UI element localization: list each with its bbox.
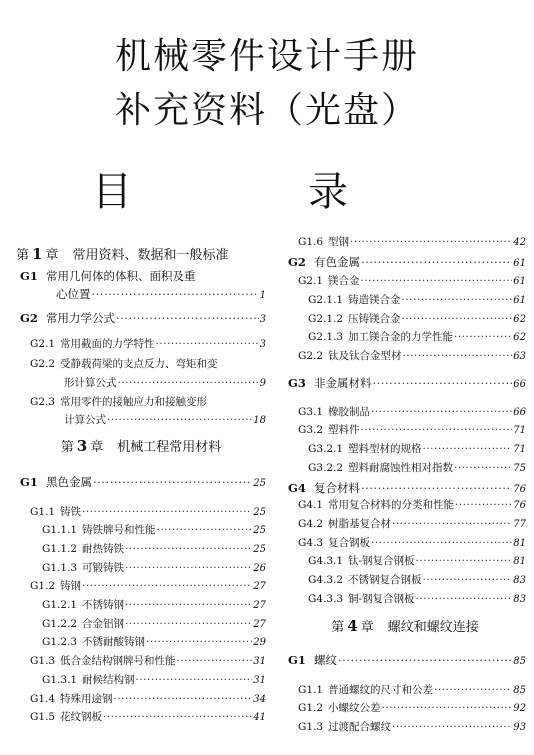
entry-title: 不锈耐酸铸钢	[82, 636, 145, 648]
entry-title: 复合钢板	[328, 537, 370, 549]
entry-title: 铜-钢复合钢板	[348, 593, 415, 605]
page-number: 9	[259, 378, 266, 389]
chapter-number: 1	[32, 245, 43, 263]
entry-number: G1.1.2	[42, 543, 78, 555]
entry-number: G1.2	[298, 702, 324, 714]
page-number: 25	[253, 544, 266, 555]
leader-dots	[371, 406, 512, 418]
entry-number: G4	[288, 481, 306, 495]
page-number: 1	[259, 290, 266, 301]
toc-entry[interactable]	[284, 591, 526, 606]
entry-number: G2.1.1	[308, 294, 344, 306]
entry-number: G3.2.2	[308, 462, 344, 474]
entry-title: 过渡配合螺纹	[328, 721, 391, 733]
leader-dots	[454, 462, 512, 474]
toc-entry[interactable]	[16, 709, 266, 724]
chapter-prefix: 第	[16, 248, 30, 263]
page-number: 85	[513, 656, 526, 667]
toc-entry[interactable]	[16, 522, 266, 537]
entry-number: G4.3	[298, 537, 324, 549]
entry-number: G2	[288, 255, 306, 269]
leader-dots	[338, 653, 512, 667]
toc-entry[interactable]	[284, 375, 526, 391]
toc-entry[interactable]	[16, 375, 266, 390]
page-number: 85	[513, 685, 526, 696]
entry-number: G1.2.1	[42, 599, 78, 611]
toc-entry[interactable]	[16, 504, 266, 519]
chapter-prefix: 第	[60, 440, 74, 455]
toc-entry[interactable]	[16, 268, 266, 284]
leader-dots	[146, 636, 252, 648]
toc-entry[interactable]	[284, 572, 526, 587]
toc-entry[interactable]	[16, 560, 266, 575]
leader-dots	[177, 655, 253, 667]
leader-dots	[416, 593, 513, 605]
leader-dots	[402, 294, 513, 306]
page-number: 75	[513, 463, 526, 474]
toc-entry[interactable]	[284, 719, 526, 734]
entry-number: G4.1	[298, 499, 324, 511]
entry-number: G2.2	[298, 350, 324, 362]
toc-entry[interactable]	[284, 553, 526, 568]
entry-number: G1.6	[298, 236, 324, 248]
toc-entry[interactable]	[284, 273, 526, 288]
toc-heading	[92, 160, 442, 217]
entry-title: 塑料型材的规格	[348, 443, 422, 455]
leader-dots	[416, 555, 513, 567]
leader-dots	[350, 236, 512, 248]
page-number: 34	[253, 694, 266, 705]
entry-number: G1.1	[30, 506, 56, 518]
book-subtitle: 补充资料（光盘）	[114, 90, 419, 131]
page-number: 62	[513, 332, 526, 343]
toc-entry[interactable]	[284, 516, 526, 531]
leader-dots	[454, 331, 512, 343]
leader-dots	[455, 499, 512, 511]
entry-title: 塑料耐腐蚀性相对指数	[348, 462, 453, 474]
leader-dots	[82, 506, 252, 518]
chapter-number: 4	[347, 617, 358, 635]
leader-dots	[423, 443, 513, 455]
entry-number: G1.3	[30, 655, 56, 667]
entry-number: G2.3	[30, 396, 56, 408]
entry-number: G1.5	[30, 711, 56, 723]
entry-number: G1.2.3	[42, 636, 78, 648]
toc-entry[interactable]	[284, 441, 526, 456]
toc-entry[interactable]	[16, 653, 266, 668]
toc-entry[interactable]	[16, 578, 266, 593]
entry-number: G1.2	[30, 580, 56, 592]
entry-title: 特殊用途钢	[60, 693, 113, 705]
page-number: 3	[259, 314, 266, 325]
entry-number: G2.1	[30, 338, 56, 350]
leader-dots	[125, 599, 252, 611]
chapter-prefix: 第	[331, 620, 345, 635]
leader-dots	[92, 287, 259, 301]
entry-number: G1	[20, 475, 38, 489]
entry-title: 螺纹	[314, 653, 337, 667]
toc-entry[interactable]	[284, 404, 526, 419]
entry-title: 常用力学公式	[46, 311, 115, 325]
leader-dots	[403, 350, 513, 362]
toc-entry[interactable]	[284, 292, 526, 307]
page-number: 61	[513, 295, 526, 306]
page-number: 76	[513, 500, 526, 511]
entry-number: G1.3	[298, 721, 324, 733]
entry-number: G2.1.2	[308, 313, 344, 325]
chapter-heading[interactable]	[16, 436, 266, 455]
entry-title: 铸铁牌号和性能	[82, 524, 156, 536]
entry-number: G2.1.3	[308, 331, 344, 343]
entry-title: 压铸镁合金	[348, 313, 401, 325]
toc-heading-char-1: 目	[92, 169, 132, 215]
toc-entry[interactable]	[284, 480, 526, 496]
entry-number: G4.3.1	[308, 555, 344, 567]
entry-title: 铸造镁合金	[348, 294, 401, 306]
toc-entry[interactable]	[16, 597, 266, 612]
entry-title: 复合材料	[314, 481, 360, 495]
page-number: 71	[513, 444, 526, 455]
book-title: 机械零件设计手册	[114, 36, 419, 77]
entry-title: 计算公式	[64, 414, 106, 426]
toc-entry[interactable]	[16, 310, 266, 326]
leader-dots	[125, 562, 252, 574]
toc-entry[interactable]	[284, 311, 526, 326]
leader-dots	[382, 702, 513, 714]
entry-title: 常用复合材料的分类和性能	[328, 499, 454, 511]
chapter-title: 机械工程常用材料	[117, 440, 222, 455]
entry-title: 铸铁	[60, 506, 81, 518]
entry-number: G3.2	[298, 424, 324, 436]
leader-dots	[156, 338, 259, 350]
entry-number: G2	[20, 311, 38, 325]
toc-entry[interactable]	[284, 234, 526, 249]
page-number: 63	[513, 351, 526, 362]
entry-number: G1.1.3	[42, 562, 78, 574]
leader-dots	[371, 537, 512, 549]
entry-number: G1.2.2	[42, 618, 78, 630]
page-number: 61	[513, 276, 526, 287]
leader-dots	[157, 524, 253, 536]
page-number: 25	[253, 507, 266, 518]
entry-number: G4.3.3	[308, 593, 344, 605]
leader-dots	[392, 721, 512, 733]
entry-title: 铸钢	[60, 580, 81, 592]
toc-entry[interactable]	[284, 497, 526, 512]
page-number: 42	[513, 237, 526, 248]
entry-number: G3.1	[298, 406, 324, 418]
page-number: 26	[253, 563, 266, 574]
page-number: 29	[253, 637, 266, 648]
entry-title: 有色金属	[314, 255, 360, 269]
toc-entry[interactable]	[284, 460, 526, 475]
entry-title: 常用截面的力学特性	[60, 338, 155, 350]
page-number: 66	[513, 379, 526, 390]
toc-heading-char-2: 录	[308, 169, 348, 215]
entry-title: 加工镁合金的力学性能	[348, 331, 453, 343]
entry-number: G1.1.1	[42, 524, 78, 536]
page-number: 27	[253, 600, 266, 611]
leader-dots	[114, 693, 253, 705]
entry-title: 不锈铸钢	[82, 599, 124, 611]
toc-entry[interactable]	[16, 691, 266, 706]
chapter-suffix: 章	[45, 248, 59, 263]
entry-title: 黑色金属	[46, 475, 92, 489]
entry-title: 钛及钛合金型材	[328, 350, 402, 362]
entry-title: 镁合金	[328, 275, 360, 287]
leader-dots	[125, 543, 252, 555]
entry-title: 耐热铸铁	[82, 543, 124, 555]
leader-dots	[118, 377, 259, 389]
leader-dots	[361, 255, 512, 269]
toc-entry[interactable]	[16, 616, 266, 631]
entry-title: 不锈钢复合钢板	[348, 574, 422, 586]
toc-entry[interactable]	[284, 652, 526, 668]
toc-entry[interactable]	[16, 286, 266, 302]
entry-title: 橡胶制品	[328, 406, 370, 418]
toc-entry[interactable]	[284, 329, 526, 344]
leader-dots	[107, 414, 252, 426]
entry-number: G4.2	[298, 518, 324, 530]
leader-dots	[402, 313, 513, 325]
chapter-suffix: 章	[360, 620, 374, 635]
entry-title: 塑料件	[328, 424, 360, 436]
page-number: 66	[513, 407, 526, 418]
page-number: 31	[253, 675, 266, 686]
toc-entry[interactable]	[16, 634, 266, 649]
toc-entry[interactable]	[16, 541, 266, 556]
entry-title: 小螺纹公差	[328, 702, 381, 714]
chapter-title: 螺纹和螺纹连接	[387, 620, 479, 635]
toc-entry[interactable]	[284, 700, 526, 715]
entry-number: G3	[288, 376, 306, 390]
leader-dots	[392, 518, 512, 530]
toc-entry[interactable]	[284, 348, 526, 363]
page-number: 62	[513, 314, 526, 325]
page-number: 77	[513, 519, 526, 530]
entry-title: 树脂基复合材	[328, 518, 391, 530]
entry-title: 常用几何体的体积、面积及重	[46, 269, 196, 283]
leader-dots	[82, 580, 252, 592]
entry-title: 型钢	[328, 236, 349, 248]
leader-dots	[116, 311, 259, 325]
entry-title: 非金属材料	[314, 376, 372, 390]
entry-title: 可锻铸铁	[82, 562, 124, 574]
entry-title: 形计算公式	[64, 377, 117, 389]
chapter-heading[interactable]	[284, 616, 526, 635]
toc-entry[interactable]	[16, 474, 266, 490]
page-number: 3	[259, 339, 266, 350]
toc-entry[interactable]	[16, 356, 266, 371]
entry-number: G4.3.2	[308, 574, 344, 586]
page-number: 41	[253, 712, 266, 723]
leader-dots	[423, 574, 513, 586]
toc-entry[interactable]	[16, 412, 266, 427]
page-number: 31	[253, 656, 266, 667]
page-number: 25	[253, 478, 266, 489]
leader-dots	[103, 711, 252, 723]
entry-number: G1.3.1	[42, 674, 78, 686]
page-number: 61	[513, 258, 526, 269]
leader-dots	[93, 475, 252, 489]
page-number: 27	[253, 581, 266, 592]
entry-number: G1	[20, 269, 38, 283]
leader-dots	[434, 684, 512, 696]
page-number: 81	[513, 556, 526, 567]
entry-number: G1.4	[30, 693, 56, 705]
chapter-heading[interactable]	[16, 244, 266, 263]
toc-entry[interactable]	[16, 394, 266, 409]
toc-entry[interactable]	[16, 672, 266, 687]
toc-entry[interactable]	[16, 336, 266, 351]
entry-number: G1	[288, 653, 306, 667]
entry-number: G2.2	[30, 358, 56, 370]
toc-entry[interactable]	[284, 535, 526, 550]
page-number: 18	[253, 415, 266, 426]
chapter-number: 3	[76, 437, 88, 455]
leader-dots	[361, 424, 513, 436]
leader-dots	[361, 275, 513, 287]
chapter-suffix: 章	[90, 440, 104, 455]
leader-dots	[125, 618, 252, 630]
entry-title: 耐候结构钢	[82, 674, 135, 686]
toc-entry[interactable]	[284, 422, 526, 437]
chapter-title: 常用资料、数据和一般标准	[72, 248, 229, 263]
entry-title: 合金铝钢	[82, 618, 124, 630]
leader-dots	[361, 481, 512, 495]
entry-title: 常用零件的接触应力和接触变形	[60, 396, 207, 408]
entry-title: 受静载荷梁的支点反力、弯矩和变	[60, 358, 218, 370]
page-number: 92	[513, 703, 526, 714]
entry-title: 低合金结构钢牌号和性能	[60, 655, 176, 667]
entry-title: 普通螺纹的尺寸和公差	[328, 684, 433, 696]
page-number: 81	[513, 538, 526, 549]
entry-number: G1.1	[298, 684, 324, 696]
page-number: 83	[513, 594, 526, 605]
toc-entry[interactable]	[284, 682, 526, 697]
entry-title: 钛-钢复合钢板	[348, 555, 415, 567]
entry-title: 心位置	[56, 287, 91, 301]
page-number: 25	[253, 525, 266, 536]
page-number: 83	[513, 575, 526, 586]
page-number: 71	[513, 425, 526, 436]
leader-dots	[136, 674, 253, 686]
page-number: 27	[253, 619, 266, 630]
page-number: 93	[513, 722, 526, 733]
entry-number: G2.1	[298, 275, 324, 287]
page-number: 76	[513, 484, 526, 495]
entry-number: G3.2.1	[308, 443, 344, 455]
entry-title: 花纹钢板	[60, 711, 102, 723]
toc-entry[interactable]	[284, 254, 526, 270]
leader-dots	[373, 376, 513, 390]
